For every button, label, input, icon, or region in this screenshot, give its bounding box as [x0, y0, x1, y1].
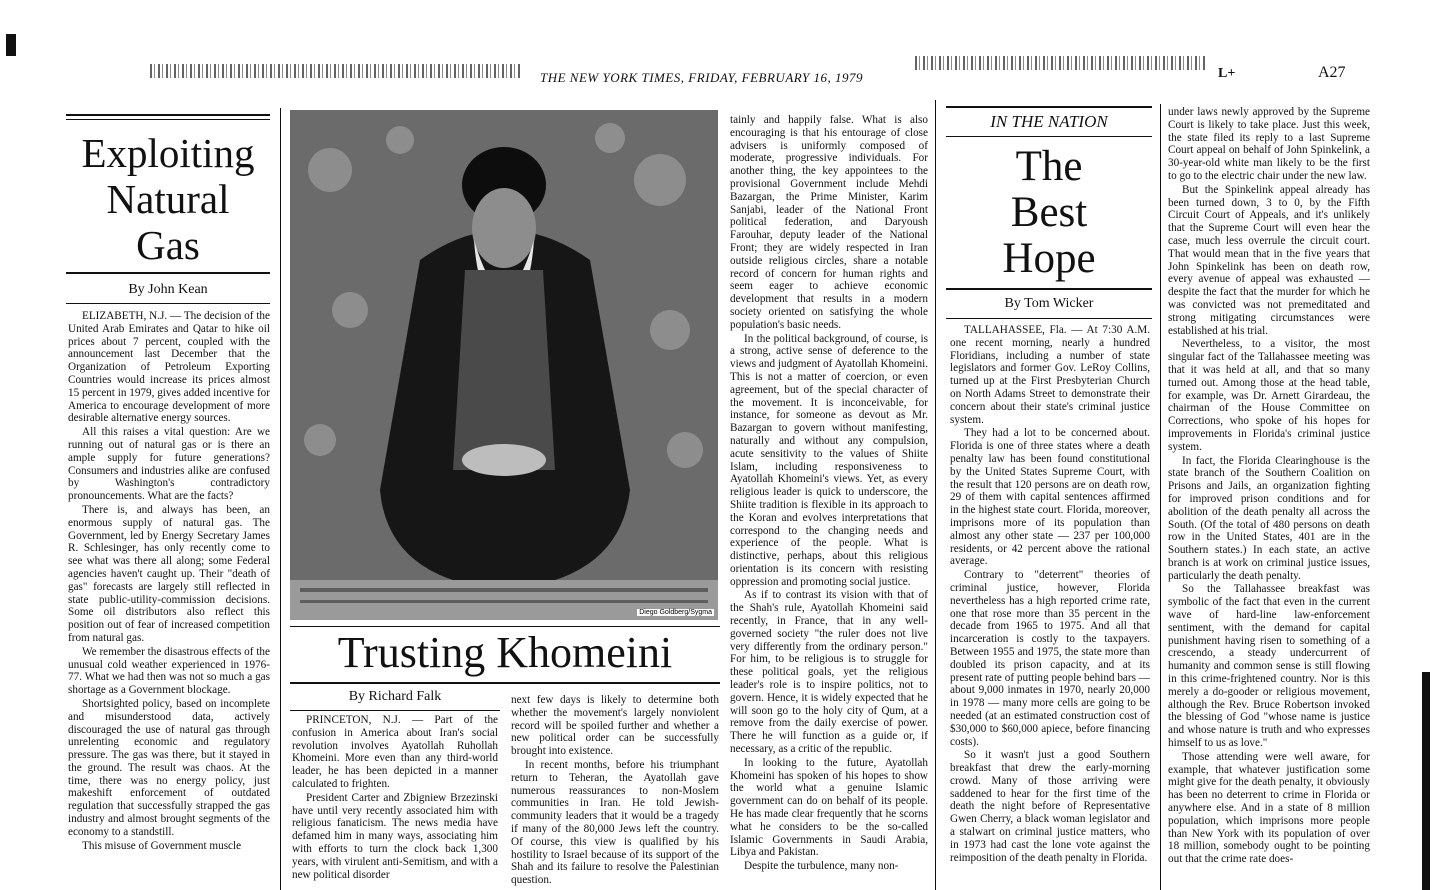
- paragraph: In fact, the Florida Clearinghouse is the state branch of the Southern Coalition on Prisons and Jails, an organization fighting for improved prison conditions and for abolition of the death penalty all across the South. (Of the total of 480 persons on death row in the United States, 401 are in the Southern states.) In each state, an active branch is at work on criminal justice issues, particularly the death penalty.: [1168, 454, 1370, 582]
- paragraph: So it wasn't just a good Southern breakfast that drew the early-morning crowd. Many of those arriving were saddened to hear for the first time of the death the night before of Representative Gwen Cherry, a black woman legislator and a stalwart on criminal justice matters, who in 1973 had cast the lone vote against the reimposition of the death penalty in Florida.: [950, 749, 1150, 864]
- headline-rule: [946, 288, 1152, 290]
- byline-rule: [946, 318, 1152, 319]
- article-body: [730, 114, 928, 890]
- article-body: [950, 324, 1150, 890]
- khomeini-photo: [290, 110, 718, 620]
- page-number: A27: [1318, 64, 1346, 81]
- byline: By Tom Wicker: [1004, 296, 1094, 311]
- headline-rule: [66, 272, 270, 274]
- scan-edge-mark: [6, 34, 16, 56]
- byline: By Richard Falk: [348, 689, 442, 704]
- headline-line: Best: [1010, 189, 1088, 236]
- photo-credit: Diego Goldberg/Sygma: [639, 609, 712, 616]
- masthead: THE NEW YORK TIMES, FRIDAY, FEBRUARY 16, 1979: [540, 70, 863, 85]
- column-kicker: IN THE NATION: [990, 112, 1108, 131]
- column-rule: [280, 108, 281, 890]
- scan-noise-right: [915, 56, 1205, 70]
- paragraph: Those attending were well aware, for example, that whatever justification some might give for the death penalty, it obviously has been no deterrent to crime in Florida or anywhere else. And in a state of 8 million population, which imprisons more people than New York with its population of over 18 million, somebody ought to be pointing out that the crime rate does-: [1168, 750, 1370, 866]
- paragraph: President Carter and Zbigniew Brzezinski have until very recently associated him with religious fanaticism. The news media have defamed him in many ways, associating him with efforts to turn the clock back 1,300 years, with virulent anti-Semitism, and with a new political disorder: [292, 791, 498, 881]
- paragraph: Contrary to "deterrent" theories of criminal justice, however, Florida nevertheless has a high reported crime rate, one that rose more than 35 percent in the decade from 1965 to 1975. And all that incarceration is costly to the taxpayers. Between 1955 and 1975, the state more than doubled its prison capacity, and at its present rate of putting people behind bars — about 9,000 inmates in 1970, nearly 20,000 in 1978 — many more cells are going to be needed (at an estimated construction cost of $30,000 to $60,000 apiece, before financing costs).: [950, 569, 1150, 748]
- article-headline: Trusting Khomeini: [337, 628, 673, 677]
- article-top-rule: [66, 114, 270, 116]
- paragraph: In the political background, of course, is a strong, active sense of deference to the views and judgment of Ayatollah Khomeini. This is not a matter of coercion, or even agreement, but of the special character of the movement. It is inconceivable, for instance, for someone as devout as Mr. Bazargan to govern without manifesting, naturally and without any compulsion, acute sensitivity to the values of Shiite Islam, including responsiveness to Ayatollah Khomeini's views. Yet, as every religious leader is quick to underscore, the Shiite tradition is flexible in its approach to the Koran and evolves interpretations that correspond to the changing needs and experience of the people. What is distinctive, perhaps, about this religious orientation is its concern with resisting oppression and promoting social justice.: [730, 332, 928, 588]
- article-headline: [946, 144, 1152, 282]
- paragraph: They had a lot to be concerned about. Florida is one of three states where a death penalty law has been found constitutional by the United States Supreme Court, with the result that 120 persons are on death row, 29 of them with capital sentences affirmed in the highest state court. Florida, moreover, imprisons more of its population than almost any other state — 237 per 100,000 residents, or 42 percent above the rational average.: [950, 427, 1150, 568]
- scan-noise-left: [150, 64, 520, 78]
- headline-rule: [290, 626, 720, 627]
- paragraph: Despite the turbulence, many non-: [744, 860, 899, 873]
- byline-rule: [66, 303, 270, 304]
- headline-line: Hope: [1002, 235, 1096, 282]
- headline-rule: [290, 682, 720, 684]
- paragraph: ELIZABETH, N.J. — The decision of the United Arab Emirates and Qatar to hike oil prices about 7 percent, coupled with the announcement last December that the Organization of Petroleum Exporting Countries would increase its prices almost 15 percent in 1979, gives added incentive for America to encourage development of more desirable alternative energy sources.: [68, 310, 270, 425]
- paragraph: In looking to the future, Ayatollah Khomeini has spoken of his hopes to show the world what a genuine Islamic government can do on behalf of its people. He has made clear frequently that he scorns what he considers to be the so-called Islamic Governments in Saudi Arabia, Libya and Pakistan.: [730, 756, 928, 859]
- headline-line: The: [1015, 143, 1083, 190]
- paragraph: So the Tallahassee breakfast was symbolic of the fact that even in the current wave of hard-line law-enforcement sentiment, with the demand for capital punishment having risen to something of a crescendo, a steady undercurrent of humanity and common sense is still flowing in this crime-frightened country. Nor is this merely a do-gooder or religious movement, although the Rev. Bruce Robertson invoked the blessing of God "whose name is justice and whose nature is truth and who expresses himself to us as love.": [1168, 583, 1370, 750]
- scan-edge-bar: [1422, 672, 1430, 890]
- byline: By John Kean: [128, 282, 208, 297]
- kicker-rule: [946, 136, 1152, 137]
- paragraph: In recent months, before his triumphant return to Teheran, the Ayatollah gave numerous reassurances to non-Moslem communities in Iran. He told Jewish-community leaders that it would be a tragedy if many of the 80,000 Jews left the country. Of course, this view is qualified by his hostility to Israel because of its support of the Shah and its failure to resolve the Palestinian question.: [511, 758, 719, 887]
- article-body: [68, 310, 270, 890]
- article-body: [292, 714, 498, 890]
- paragraph: We remember the disastrous effects of the unusual cold weather experienced in 1976-77. What we had then was not so much a gas shortage as a Government blockage.: [68, 645, 270, 697]
- paragraph: next few days is likely to determine both whether the movement's largely nonviolent record will be spoiled further and whether a new political order can be successfully brought into existence.: [511, 694, 719, 758]
- headline-line: Exploiting: [81, 130, 255, 176]
- headline-line: Gas: [136, 222, 200, 268]
- photo-illustration: [290, 110, 718, 620]
- column-rule: [935, 100, 936, 890]
- paragraph: TALLAHASSEE, Fla. — At 7:30 A.M. one recent morning, nearly a hundred Floridians, including a number of state legislators and former Gov. LeRoy Collins, turned up at the First Presbyterian Church on North Adams Street to demonstrate their concern about their state's criminal justice system.: [950, 324, 1150, 426]
- article-body: [1168, 106, 1370, 890]
- article-top-rule: [66, 119, 270, 120]
- article-top-rule: [946, 106, 1152, 108]
- headline-line: Natural: [106, 176, 230, 222]
- paragraph: PRINCETON, N.J. — Part of the confusion in America about Iran's social revolution involves Ayatollah Ruhollah Khomeini. More even than any third-world leader, he has been depicted in a manner calculated to frighten.: [292, 714, 498, 790]
- paragraph: As if to contrast its vision with that of the Shah's rule, Ayatollah Khomeini said recently, in France, that in any well-governed society "the ruler does not live very differently from the ordinary person." For him, to be religious is to struggle for these political goals, yet the religious leader's role is to inspire politics, not to govern. Hence, it is widely expected that he will soon go to the holy city of Qum, at a remove from the daily exercise of power. There he will function as a guide or, if necessary, as a critic of the republic.: [730, 589, 928, 756]
- paragraph: Shortsighted policy, based on incomplete and misunderstood data, actively discouraged the use of natural gas through unrelenting economic and regulatory pressure. The gas was there, but it stayed in the ground. The result was chaos. At the time, there was no energy policy, just makeshift enforcement of outdated regulation that successfully strapped the gas industry and almost brought segments of the economy to a standstill.: [68, 697, 270, 838]
- byline-rule: [290, 710, 500, 711]
- article-headline: [66, 130, 270, 268]
- paragraph: This misuse of Government muscle: [82, 839, 242, 852]
- article-body: [511, 694, 719, 890]
- column-rule: [1160, 104, 1161, 890]
- paragraph: But the Spinkelink appeal already has been turned down, 3 to 0, by the Fifth Circuit Court of Appeals, and it's unlikely that the Supreme Court will even hear the case, much less overrule the circuit court. That would mean that in the five years that John Spinkelink has been on death row, every avenue of appeal was exhausted — despite the fact that the murder for which he was convicted was not premeditated and strong mitigating circumstances were established at his trial.: [1168, 183, 1370, 337]
- paragraph: under laws newly approved by the Supreme Court is likely to take place. Just this week, the state filed its reply to a last Supreme Court appeal on behalf of John Spinkelink, a 30-year-old white man likely to be the first to go to the electric chair under the new law.: [1168, 106, 1370, 182]
- paragraph: There is, and always has been, an enormous supply of natural gas. The Government, led by Energy Secretary James R. Schlesinger, has only recently come to see what was there all along; some Federal agencies haven't caught up. Their "death of gas" forecasts are largely still reflected in state public-utility-commission decisions. Some oil distributors also reflect this position out of fear of increased competition from natural gas.: [68, 503, 270, 644]
- paragraph: All this raises a vital question: Are we running out of natural gas or is there an ample supply for future generations? Consumers and industries alike are confused by Washington's contradictory pronouncements. What are the facts?: [68, 426, 270, 503]
- paragraph: Nevertheless, to a visitor, the most singular fact of the Tallahassee meeting was that it was held at all, and that so many turned out. Among those at the head table, for example, was Dr. Arnett Girardeau, the chairman of the House Committee on Corrections, who spoke of his hopes for improvements in Florida's criminal justice system.: [1168, 338, 1370, 453]
- edition-mark: L+: [1218, 66, 1236, 81]
- paragraph: tainly and happily false. What is also encouraging is that his entourage of close advisers is uniformly composed of moderate, progressive individuals. For another thing, the key appointees to the provisional Government include Mehdi Bazargan, the Prime Minister, Karim Sanjabi, leader of the National Front political federation, and Daryoush Farouhar, deputy leader of the National Front; they are widely respected in Iran outside religious circles, share a notable record of concern for human rights and seem eager to achieve economic development that results in a modern society oriented on satisfying the whole population's basic needs.: [730, 114, 928, 331]
